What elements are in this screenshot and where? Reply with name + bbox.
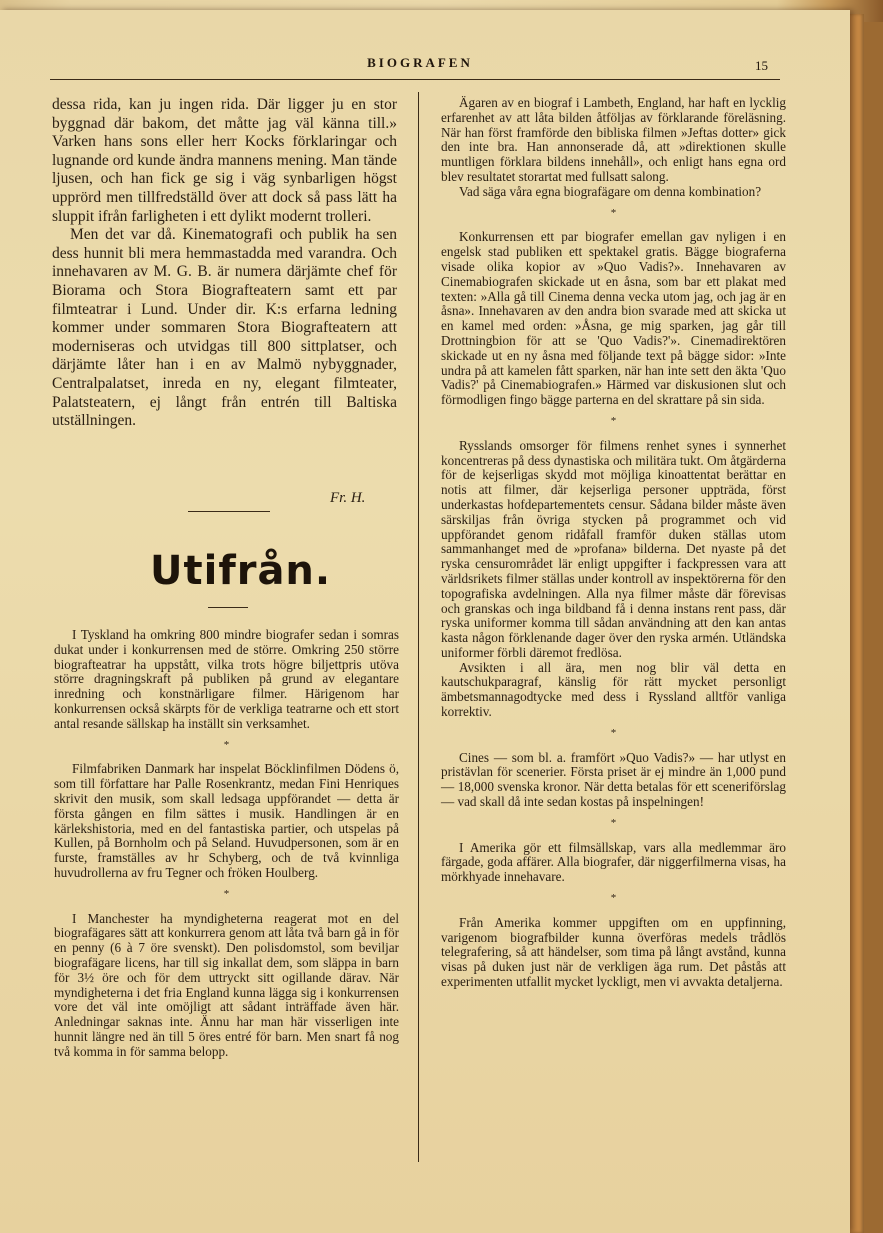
news-item: Filmfabriken Danmark har inspelat Böcklinfilmen Dödens ö, som till författare har Palle Rosenkrantz, medan Fini Henriques skrivit den musik, som skall ledsaga uppförandet — detta är första gången en film sättes i musik. Handlingen är en kärlekshistoria, med en del fantastiska partier, och utspelas på Kullen, på Bornholm och på Seland. Huvudpersonen, som är en furste, framställes av hr Schyberg, och de två kvinnliga huvudrollerna av fru Tegner och fröken Houlberg. — [54, 761, 399, 880]
news-item: Konkurrensen ett par biografer emellan gav nyligen i en engelsk stad publiken ett spektakel gratis. Bägge biograferna visade olika kopior av »Quo Vadis?». Innehavaren av Cinemabiografen skickade ut en åsna, som bar ett plakat med texten: »Alla gå till Cinema denna vecka utom jag, och jag är en åsna». Innehavaren av den andra bion svarade med att skicka ut en kamel med orden: »Åsna, ge mig sparken, jag går till Drottningbion för att se 'Quo Vadis?'». Cinemadirektören skickade ut en ny åsna med följande text på bägge sidor: »Inte undra på att kamelen fått sparken, när han inte sett den äkta 'Quo Vadis?' på Cinemabiografen.» Härmed var diskusionen slut och förmodligen fingo bägge parterna en del skrattare på sin sida. — [441, 229, 786, 408]
left-column-bottom — [54, 628, 399, 1060]
star-separator: * — [223, 738, 230, 751]
news-item: Från Amerika kommer uppgiften om en uppfinning, varigenom biografbilder kunna överföras medels trådlös telegrafering, så att händelser, som tima på långt avstånd, kunna visas på duken just när de verkligen äga rum. Det påstås att experimenten utfallit mycket lyckligt, men vi avvakta detaljerna. — [441, 914, 786, 990]
section-title: Utifrån. — [150, 548, 332, 594]
star-separator: * — [610, 816, 617, 829]
star-separator: * — [610, 414, 617, 427]
section-rule — [188, 511, 270, 512]
page-number: 15 — [755, 58, 768, 73]
header-rule — [50, 79, 780, 80]
news-item: I Manchester ha myndigheterna reagerat mot en del biografägares sätt att konkurrera genom att låta två barn gå in för en penny (6 à 7 öre svenskt). Den polisdomstol, som beviljar biografägare licens, har till sig inkallat dem, som släppa in barn för 3½ öre och för dem uttryckt sitt ogillande därav. När myndigheterna i det fria England kunna lägga sig i konkurrensen vore det väl inte omöjligt att sådant inträffade även här. Anledningar saknas inte. Ännu har man här visserligen inte hunnit längre ned än till 5 öres entré för barn. Men snart få nog två komma in för samma belopp. — [54, 910, 399, 1059]
left-column-top — [52, 96, 397, 431]
star-separator: * — [610, 892, 617, 905]
news-item: Cines — som bl. a. framfört »Quo Vadis?» — har utlyst en pristävlan för scenerier. Första priset är ej mindre än 1,000 pund — 18,000 svenska kronor. När detta betalas för ett sceneriförslag — vad skall då inte sedan kostas på inspelningen! — [441, 749, 786, 810]
book-cover-edge — [864, 22, 883, 1233]
column-divider — [418, 92, 419, 1162]
author-signature: Fr. H. — [330, 490, 366, 506]
news-item: Avsikten i all ära, men nog blir väl detta en kautschukparagraf, känslig för rätt mycket personligt ämbetsmannagodtycke med dess i Ryssland alltför vanliga korrektiv. — [441, 659, 786, 720]
news-item: Vad säga våra egna biografägare om denna kombination? — [459, 183, 762, 199]
paragraph: Men det var då. Kinematografi och publik ha sen dess hunnit bli mera hemmastadda med varandra. Och innehavaren av M. G. B. är numera därjämte chef för Biorama och Stora Biografteatern samt ett par filmteatrar i Lund. Under dir. K:s erfarna ledning kommer under sommaren Stora Biografteatern att moderniseras och utvidgas till 800 sittplatser, och därjämte låter han i en av Malmö nybyggnader, Centralpalatset, inreda en ny, elegant filmteater, Palatsteatern, ej långt från entrén till Baltiska utställningen. — [52, 226, 397, 430]
news-item: Rysslands omsorger för filmens renhet synes i synnerhet koncentreras på dess dynastiska och militära tukt. Om åtgärderna för de kejserligas skydd mot möjliga kinoattentat berättar en notis att filmer, där kejserliga personer uppträda, först underkastas hofdepartementets censur. Sådana bilder måste även särskiljas från övriga stycken på programmet och vid uppförandet genom ridåfall framför duken ställas utom sammanhanget med de »profana» bilderna. Det nyaste på det ryska censurområdet lär enligt uppgifter i fackpressen vara att världsrikets filmer ställas under kontroll av inspektörerna för den topografiska avdelningen. Alla nya filmer måste där förevisas och granskas och inga bildband få i denna instans rent pass, där ryska uniformer komma till sådan användning att den kan antas kasta någon förklenande dager över den ryska armén. Utländska uniformer förbli däremot fredlösa. — [441, 437, 786, 660]
paragraph: dessa rida, kan ju ingen rida. Där ligger ju en stor byggnad där bakom, det måtte jag väl känna till.» Varken hans sons eller herr Kocks förklaringar och lugnande ord kunde ändra mannens mening. Man tände ljusen, och han fick ge sig i väg synbarligen högst upprörd men tillfredställd över att dock så pass lätt ha sluppit ifrån farligheten i ett dylikt modernt trolleri. — [52, 96, 397, 225]
title-rule — [208, 607, 248, 608]
star-separator: * — [610, 206, 617, 219]
running-header-title: BIOGRAFEN — [367, 55, 473, 70]
news-item: I Amerika gör ett filmsällskap, vars alla medlemmar äro färgade, goda affärer. Alla biografer, där niggerfilmerna visas, ha mörkhyade innehavare. — [441, 839, 786, 885]
news-item: I Tyskland ha omkring 800 mindre biografer sedan i somras dukat under i konkurrensen med de större. Omkring 250 större biografteatrar ha uppstått, vilka trots högre biljettpris utöva större dragningskraft på publiken på grund av elegantare inredning och konstnärligare filmer. Härigenom har konkurrensen också skärpts för de verkliga teatrarne och ett stort antal resande sällskap ha inställt sin verksamhet. — [54, 627, 399, 731]
right-column — [441, 96, 786, 990]
news-item: Ägaren av en biograf i Lambeth, England, har haft en lycklig erfarenhet av att låta bilden åtföljas av förklarande föreläsning. När han först framförde den bibliska filmen »Jeftas dotter» gick den inte bra. Han annonserade då, att »direktionen skulle muntligen förklara bildens innehåll», och enligt hans egna ord blev resultatet storartat med fullsatt salong. — [441, 95, 786, 184]
star-separator: * — [223, 887, 230, 900]
star-separator: * — [610, 726, 617, 739]
page-edge — [850, 14, 864, 1233]
